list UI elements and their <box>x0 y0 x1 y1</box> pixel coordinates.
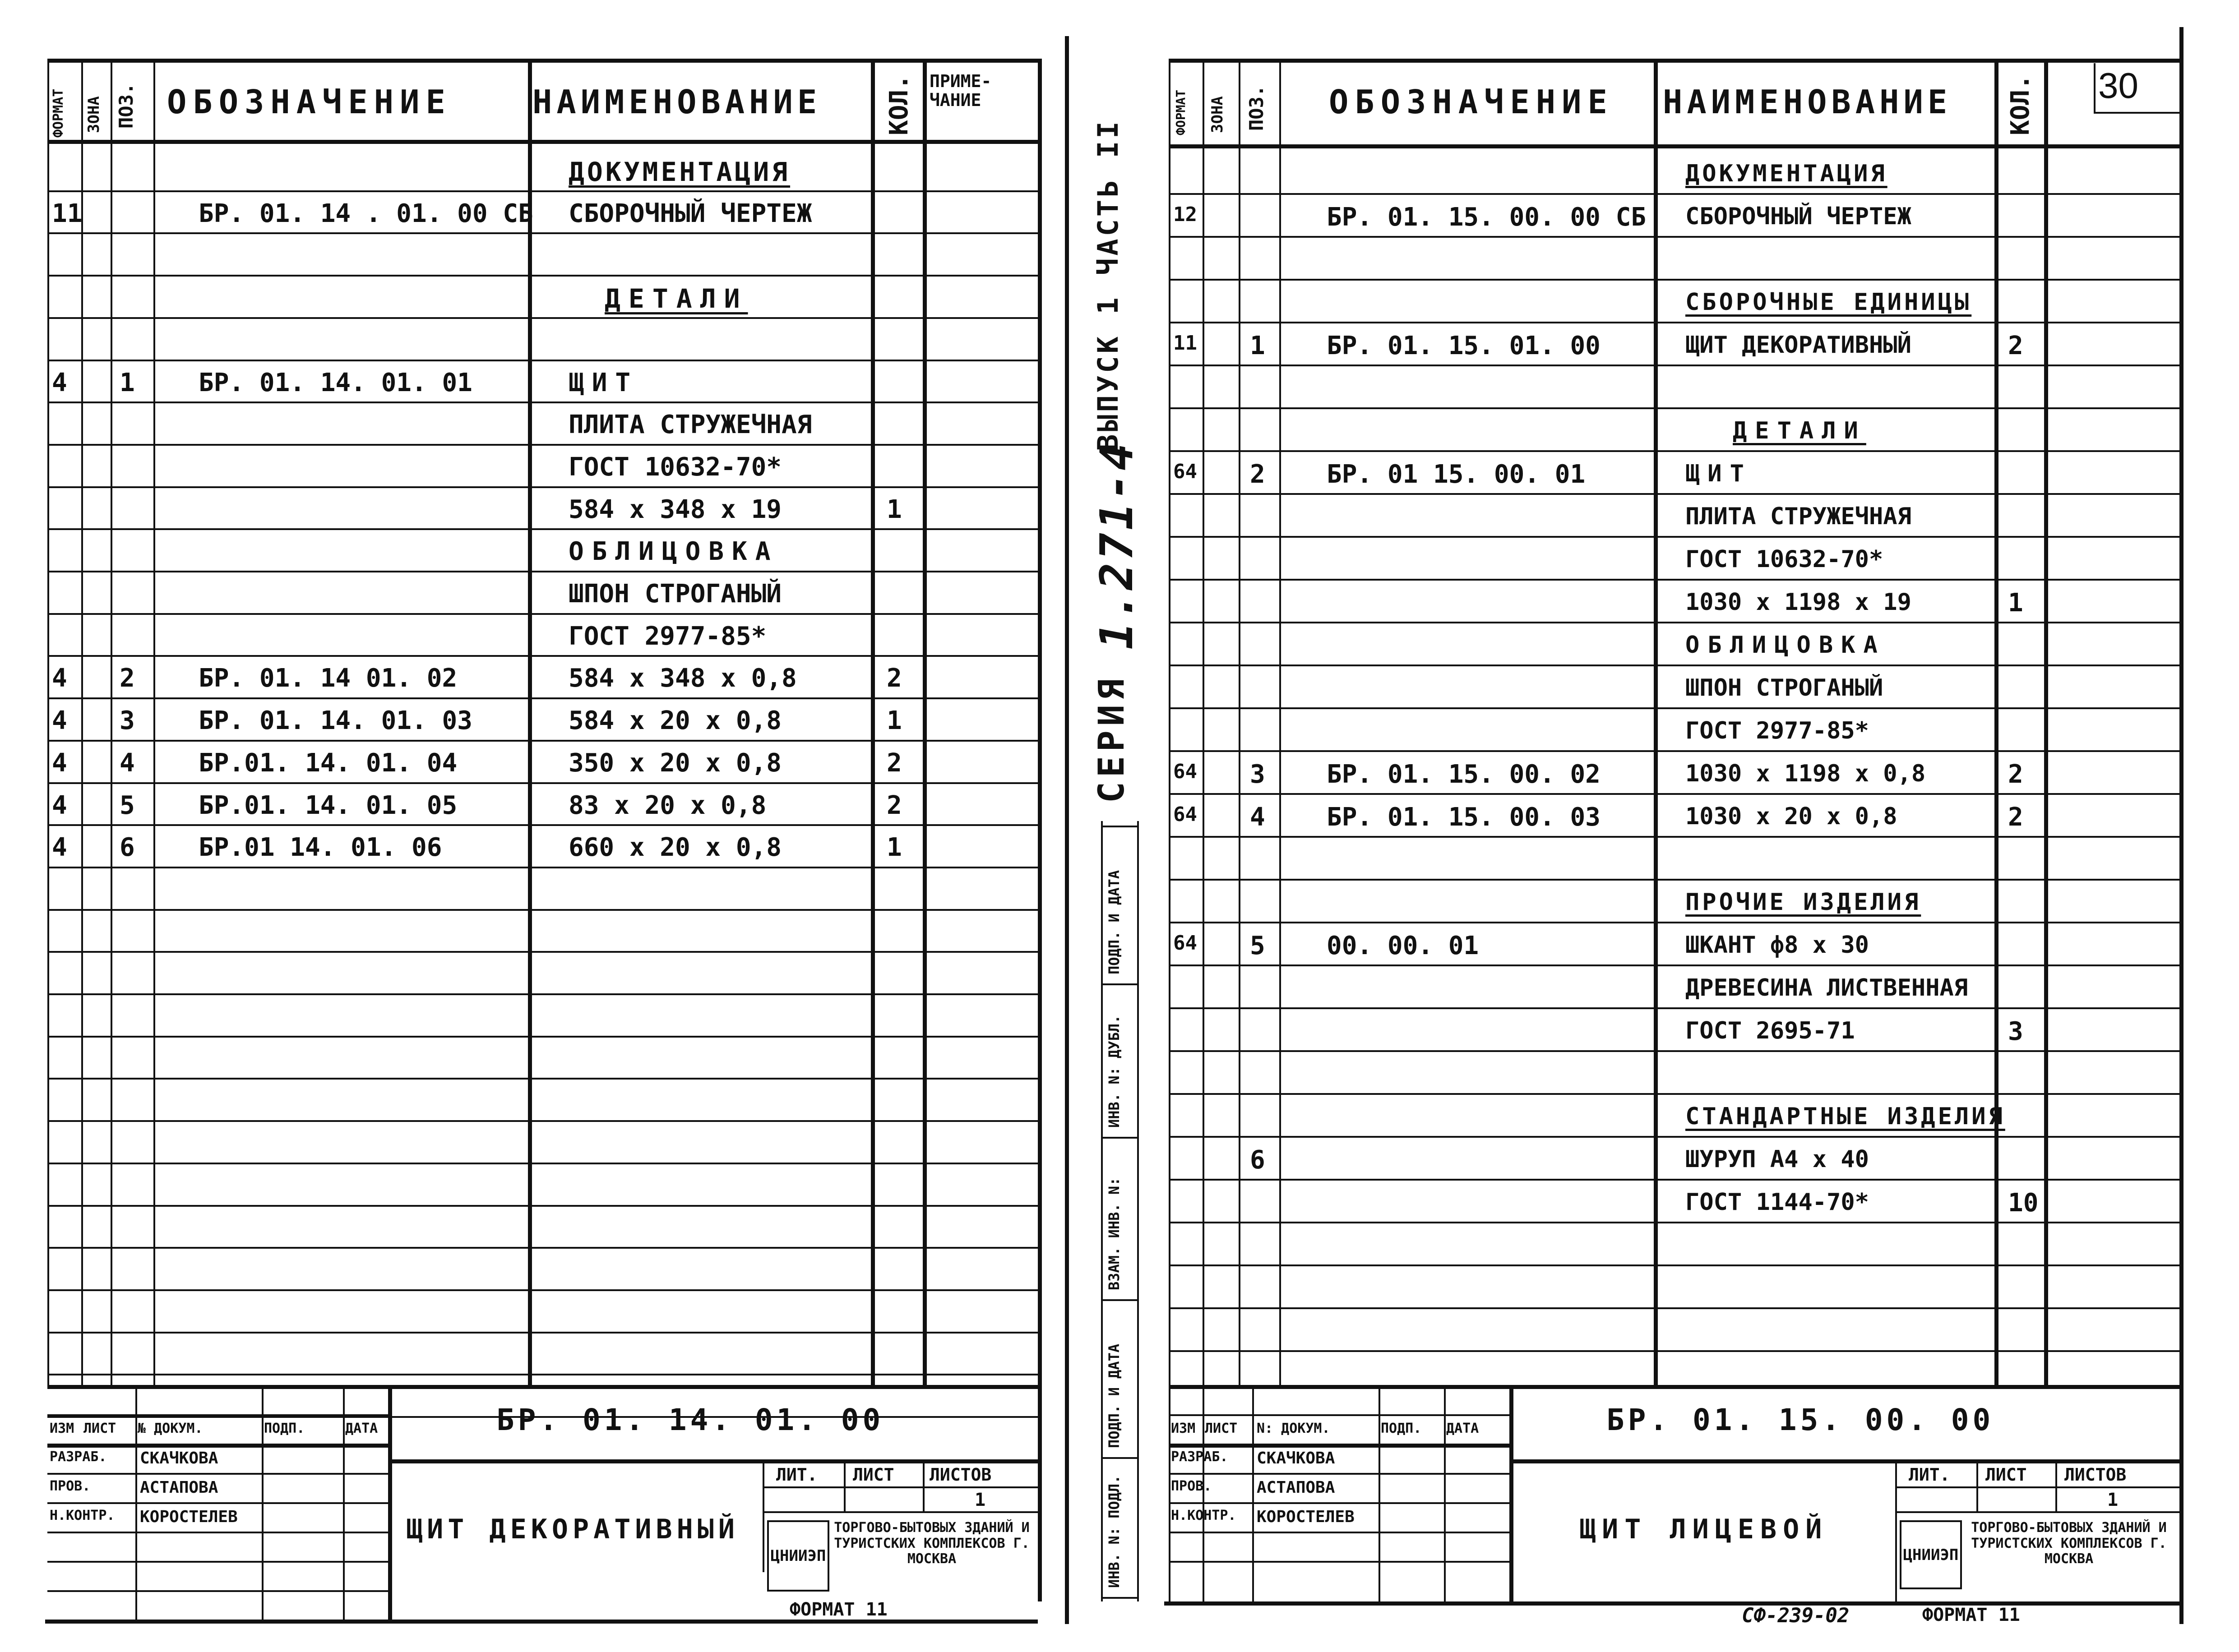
column-line <box>111 59 112 1385</box>
row-name: ГОСТ 1144-70* <box>1685 1189 1869 1216</box>
row-position: 3 <box>1250 760 1265 789</box>
row-line <box>47 444 1040 446</box>
row-line <box>47 993 1040 995</box>
row-name: ГОСТ 10632-70* <box>569 452 782 482</box>
row-line <box>1169 365 2179 366</box>
stamp-sheet: ЛИСТ <box>853 1465 894 1485</box>
row-designation: БР. 01. 14 01. 02 <box>199 664 458 693</box>
header-kol: КОЛ. <box>884 74 914 135</box>
row-name: ДОКУМЕНТАЦИЯ <box>1685 160 1887 187</box>
stamp-row <box>47 1444 388 1448</box>
row-name: 1030 х 20 х 0,8 <box>1685 803 1897 830</box>
row-name: СБОРОЧНЫЕ ЕДИНИЦЫ <box>1685 289 1972 316</box>
sidebox-sep <box>1101 983 1137 985</box>
row-name: ШПОН СТРОГАНЫЙ <box>569 579 782 609</box>
row-name: ДРЕВЕСИНА ЛИСТВЕННАЯ <box>1685 974 1968 1001</box>
header-poz: ПОЗ. <box>115 83 137 129</box>
row-line <box>1169 836 2179 838</box>
row-line <box>1169 1264 2179 1266</box>
row-qty: 3 <box>2008 1017 2023 1046</box>
stamp-izm: ИЗМ <box>1171 1421 1196 1436</box>
stamp-lit-col2 <box>844 1459 846 1511</box>
column-line <box>871 59 875 1385</box>
stamp-row <box>47 1532 388 1533</box>
side-box-label: ВЗАМ. ИНВ. N: <box>1106 1177 1123 1290</box>
row-line <box>1169 193 2179 195</box>
stamp-role: ПРОВ. <box>50 1478 91 1494</box>
series-vypusk: ВЫПУСК 1 ЧАСТЬ II <box>1092 119 1124 451</box>
column-line <box>528 59 532 1385</box>
row-line <box>47 232 1040 234</box>
frame-left <box>1169 59 1170 1601</box>
row-line <box>47 782 1040 784</box>
header-bottom-line <box>1169 144 2179 148</box>
row-position: 2 <box>1250 460 1265 489</box>
stamp-row <box>47 1502 388 1504</box>
stamp-code-bottom <box>388 1459 1038 1463</box>
row-qty: 2 <box>2008 803 2023 832</box>
row-line <box>47 1120 1040 1122</box>
row-position: 3 <box>120 706 135 736</box>
stamp-name: СКАЧКОВА <box>140 1449 218 1467</box>
stamp-role: РАЗРАБ. <box>50 1449 107 1465</box>
row-line <box>1169 279 2179 281</box>
series-label: СЕРИЯ <box>1092 674 1132 803</box>
header-naimenovanie: НАИМЕНОВАНИЕ <box>532 83 822 121</box>
row-name: 83 х 20 х 0,8 <box>569 790 767 820</box>
row-line <box>1169 1179 2179 1181</box>
stamp-role: ПРОВ. <box>1171 1478 1212 1494</box>
row-designation: 00. 00. 01 <box>1327 931 1479 960</box>
footer-code: СФ-239-02 <box>1742 1604 1850 1627</box>
row-line <box>1169 879 2179 881</box>
row-qty: 1 <box>887 706 902 736</box>
column-line <box>1203 59 1204 1385</box>
stamp-name: КОРОСТЕЛЕВ <box>1257 1508 1355 1526</box>
column-line <box>1994 59 1998 1385</box>
stamp-row <box>1169 1561 1509 1563</box>
row-qty: 1 <box>887 833 902 863</box>
row-line <box>47 528 1040 530</box>
row-designation: БР.01. 14. 01. 04 <box>199 748 458 778</box>
header-oboznachenie: ОБОЗНАЧЕНИЕ <box>1329 83 1614 121</box>
row-designation: БР. 01. 15. 00. 00 СБ <box>1327 203 1647 232</box>
stamp-divider <box>388 1385 392 1620</box>
row-line <box>1169 1136 2179 1138</box>
row-line <box>47 360 1040 361</box>
column-line <box>923 59 927 1385</box>
row-line <box>1169 664 2179 666</box>
stamp-role: Н.КОНТР. <box>50 1508 115 1523</box>
row-line <box>1169 750 2179 752</box>
stamp-sheets-value: 1 <box>2107 1490 2119 1510</box>
row-line <box>47 740 1040 742</box>
stamp-lit-row <box>763 1486 1038 1488</box>
row-designation: БР.01. 14. 01. 05 <box>199 790 458 820</box>
row-position: 6 <box>120 833 135 863</box>
frame-bottom <box>1164 1601 2179 1606</box>
stamp-lit: ЛИТ. <box>776 1465 818 1485</box>
row-name: 584 х 20 х 0,8 <box>569 706 782 736</box>
row-line <box>47 867 1040 868</box>
stamp-sheets-value: 1 <box>975 1490 986 1510</box>
stamp-list: ЛИСТ <box>83 1421 116 1436</box>
stamp-col <box>1252 1385 1254 1601</box>
row-line <box>47 401 1040 403</box>
row-line <box>47 190 1040 192</box>
row-designation: БР. 01. 15. 00. 02 <box>1327 760 1601 789</box>
row-line <box>47 1332 1040 1334</box>
row-name: ЩИТ <box>1685 460 1752 487</box>
column-line <box>1279 59 1281 1385</box>
row-qty: 10 <box>2008 1188 2039 1218</box>
stamp-sheet: ЛИСТ <box>1985 1465 2027 1485</box>
stamp-sheets: ЛИСТОВ <box>2064 1465 2127 1485</box>
sheet-divider <box>1065 36 1069 1624</box>
row-line <box>1169 1007 2179 1009</box>
row-position: 4 <box>1250 803 1265 832</box>
stamp-col <box>1379 1385 1380 1601</box>
row-name: ПЛИТА СТРУЖЕЧНАЯ <box>569 410 812 440</box>
frame-bottom <box>45 1620 1038 1624</box>
stamp-list: ЛИСТ <box>1205 1421 1238 1436</box>
row-name: ПРОЧИЕ ИЗДЕЛИЯ <box>1685 889 1921 916</box>
stamp-top <box>1169 1385 2179 1389</box>
row-name: 660 х 20 х 0,8 <box>569 833 782 863</box>
row-name: 584 х 348 х 19 <box>569 494 782 524</box>
row-format: 4 <box>52 833 67 863</box>
row-line <box>1169 622 2179 623</box>
side-box-label: ПОДП. И ДАТА <box>1106 1343 1123 1448</box>
row-designation: БР. 01 15. 00. 01 <box>1327 460 1586 489</box>
row-format: 64 <box>1173 803 1197 826</box>
row-line <box>47 1078 1040 1080</box>
stamp-row <box>1169 1502 1509 1504</box>
row-line <box>1169 322 2179 323</box>
column-line <box>1239 59 1240 1385</box>
sidebox-sep <box>1101 1299 1137 1301</box>
header-format: ФОРМАТ <box>1173 89 1188 135</box>
stamp-role: РАЗРАБ. <box>1171 1449 1228 1465</box>
row-position: 4 <box>120 748 135 778</box>
header-zona: ЗОНА <box>85 96 103 133</box>
frame-right <box>1038 59 1042 1601</box>
row-designation: БР. 01. 14 . 01. 00 СБ <box>199 198 533 228</box>
row-line <box>1169 793 2179 795</box>
header-format: ФОРМАТ <box>51 88 66 138</box>
row-name: 350 х 20 х 0,8 <box>569 748 782 778</box>
row-line <box>1169 922 2179 923</box>
stamp-lit-row <box>1895 1486 2179 1488</box>
row-format: 4 <box>52 706 67 736</box>
row-name: СБОРОЧНЫЙ ЧЕРТЕЖ <box>1685 203 1911 230</box>
stamp-lit: ЛИТ. <box>1909 1465 1950 1485</box>
row-line <box>47 1205 1040 1207</box>
row-line <box>1169 1222 2179 1223</box>
row-format: 12 <box>1173 203 1197 226</box>
column-line <box>2044 59 2048 1385</box>
frame-top <box>47 59 1038 63</box>
row-line <box>47 571 1040 572</box>
row-position: 2 <box>120 664 135 693</box>
page-no-box <box>2094 112 2179 114</box>
stamp-role: Н.КОНТР. <box>1171 1508 1236 1523</box>
row-format: 4 <box>52 790 67 820</box>
row-position: 5 <box>1250 931 1265 960</box>
stamp-code-bottom <box>1509 1459 2179 1463</box>
row-designation: БР. 01. 15. 00. 03 <box>1327 803 1601 832</box>
row-qty: 2 <box>887 790 902 820</box>
stamp-row <box>47 1590 388 1592</box>
row-line <box>47 1374 1040 1375</box>
stamp-org: ТОРГОВО-БЫТОВЫХ ЗДАНИЙ И ТУРИСТСКИХ КОМПЛЕКСОВ Г. МОСКВА <box>834 1520 1030 1567</box>
sidebox-sep <box>1101 1597 1137 1599</box>
row-line <box>1169 536 2179 538</box>
stamp-name: СКАЧКОВА <box>1257 1449 1335 1467</box>
stamp-row <box>47 1473 388 1475</box>
stamp-code: БР. 01. 14. 01. 00 <box>496 1403 884 1437</box>
row-name: 1030 х 1198 х 19 <box>1685 589 1911 616</box>
row-format: 11 <box>1173 332 1197 355</box>
row-designation: БР. 01. 14. 01. 03 <box>199 706 472 736</box>
stamp-lit-col2 <box>1976 1459 1978 1511</box>
sidebox-line <box>1101 821 1103 1601</box>
side-box-label: ПОДП. И ДАТА <box>1106 870 1123 974</box>
stamp-izm: ИЗМ <box>50 1421 74 1436</box>
series-code: 1.271-4 <box>1090 440 1143 650</box>
format-label: ФОРМАТ 11 <box>790 1599 888 1620</box>
row-designation: БР. 01. 14. 01. 01 <box>199 368 472 397</box>
column-line <box>81 59 83 1385</box>
row-line <box>47 1247 1040 1249</box>
stamp-data: ДАТА <box>1446 1421 1479 1436</box>
row-name: ШПОН СТРОГАНЫЙ <box>1685 674 1883 701</box>
row-format: 64 <box>1173 932 1197 955</box>
frame-right <box>2179 27 2183 1624</box>
stamp-col <box>1444 1385 1446 1601</box>
header-kol: КОЛ. <box>2006 74 2035 135</box>
stamp-lit-col <box>763 1459 764 1572</box>
row-qty: 2 <box>887 664 902 693</box>
row-line <box>1169 1093 2179 1095</box>
stamp-sheets: ЛИСТОВ <box>930 1465 992 1485</box>
stamp-lit-col3 <box>923 1459 925 1511</box>
row-position: 6 <box>1250 1145 1265 1175</box>
stamp-lit-row2 <box>1895 1511 2179 1513</box>
row-format: 4 <box>52 748 67 778</box>
row-format: 4 <box>52 664 67 693</box>
stamp-data: ДАТА <box>345 1421 378 1436</box>
stamp-name: КОРОСТЕЛЕВ <box>140 1508 238 1526</box>
row-name: ГОСТ 10632-70* <box>1685 546 1883 573</box>
row-name: ШУРУП А4 х 40 <box>1685 1146 1869 1173</box>
page-no-box <box>2094 63 2096 113</box>
stamp-code: БР. 01. 15. 00. 00 <box>1606 1403 1994 1437</box>
row-format: 64 <box>1173 460 1197 483</box>
row-qty: 1 <box>2008 588 2023 618</box>
row-line <box>1169 1350 2179 1352</box>
stamp-row <box>47 1414 388 1416</box>
stamp-name: АСТАПОВА <box>1257 1478 1335 1497</box>
row-name: ЩИТ ДЕКОРАТИВНЫЙ <box>1685 332 1911 359</box>
row-line <box>1169 707 2179 709</box>
row-line <box>47 824 1040 826</box>
row-name: ОБЛИЦОВКА <box>569 537 779 567</box>
stamp-title: ЩИТ ЛИЦЕВОЙ <box>1579 1514 1828 1545</box>
row-name: ДЕТАЛИ <box>605 283 748 314</box>
row-line <box>47 951 1040 953</box>
sidebox-sep <box>1101 826 1137 827</box>
row-line <box>47 1163 1040 1164</box>
stamp-row <box>1169 1414 1509 1416</box>
header-naimenovanie: НАИМЕНОВАНИЕ <box>1663 83 1952 121</box>
row-format: 4 <box>52 368 67 397</box>
page-number: 30 <box>2098 65 2138 106</box>
stamp-lit-col3 <box>2055 1459 2057 1511</box>
stamp-row <box>1169 1473 1509 1475</box>
row-name: ОБЛИЦОВКА <box>1685 632 1886 659</box>
row-line <box>47 275 1040 277</box>
row-designation: БР. 01. 15. 01. 00 <box>1327 331 1601 360</box>
row-line <box>47 1289 1040 1291</box>
row-qty: 2 <box>2008 760 2023 789</box>
row-line <box>47 655 1040 657</box>
frame-left <box>47 59 49 1385</box>
stamp-row <box>1169 1444 1509 1448</box>
column-line <box>153 59 155 1385</box>
header-poz: ПОЗ. <box>1245 85 1268 131</box>
row-line <box>47 486 1040 488</box>
format-label: ФОРМАТ 11 <box>1922 1605 2020 1625</box>
side-box-label: ИНВ. N: ДУБЛ. <box>1106 1015 1123 1128</box>
org-logo: ЦНИИЭП <box>1900 1520 1962 1589</box>
row-name: ЩИТ <box>569 368 639 397</box>
stamp-row <box>1169 1532 1509 1533</box>
header-oboznachenie: ОБОЗНАЧЕНИЕ <box>167 83 452 121</box>
row-line <box>1169 493 2179 495</box>
row-line <box>1169 236 2179 238</box>
sidebox-sep <box>1101 1457 1137 1459</box>
header-zona: ЗОНА <box>1208 96 1226 133</box>
stamp-lit-col <box>1895 1459 1897 1601</box>
row-qty: 2 <box>887 748 902 778</box>
row-qty: 1 <box>887 494 902 524</box>
row-line <box>1169 407 2179 409</box>
row-name: СТАНДАРТНЫЕ ИЗДЕЛИЯ <box>1685 1103 2005 1130</box>
side-box-label: ИНВ. N: ПОДЛ. <box>1106 1475 1123 1588</box>
stamp-lit-row2 <box>763 1511 1038 1513</box>
stamp-top <box>47 1385 1040 1389</box>
row-name: ПЛИТА СТРУЖЕЧНАЯ <box>1685 503 1911 530</box>
row-name: СБОРОЧНЫЙ ЧЕРТЕЖ <box>569 198 812 228</box>
row-position: 1 <box>1250 331 1265 360</box>
row-line <box>1169 1050 2179 1052</box>
row-format: 64 <box>1173 760 1197 783</box>
sidebox-sep <box>1101 1137 1137 1139</box>
stamp-podp: ПОДП. <box>1381 1421 1422 1436</box>
stamp-doc: N: ДОКУМ. <box>1257 1421 1330 1436</box>
row-line <box>47 909 1040 911</box>
row-line <box>47 1036 1040 1038</box>
header-primechanie: ПРИМЕ- ЧАНИЕ <box>930 71 992 110</box>
row-line <box>1169 450 2179 452</box>
row-name: ГОСТ 2695-71 <box>1685 1017 1855 1044</box>
stamp-doc: № ДОКУМ. <box>138 1421 203 1436</box>
row-name: ДЕТАЛИ <box>1733 417 1866 444</box>
row-qty: 2 <box>2008 331 2023 360</box>
row-line <box>47 317 1040 319</box>
org-logo: ЦНИИЭП <box>767 1520 829 1592</box>
row-name: ГОСТ 2977-85* <box>569 621 767 651</box>
frame-top <box>1169 59 2179 63</box>
row-line <box>1169 964 2179 966</box>
row-line <box>1169 579 2179 581</box>
row-name: 584 х 348 х 0,8 <box>569 664 797 693</box>
sidebox-line <box>1137 821 1139 1601</box>
row-position: 1 <box>120 368 135 397</box>
row-line <box>47 697 1040 699</box>
stamp-name: АСТАПОВА <box>140 1478 218 1497</box>
row-designation: БР.01 14. 01. 06 <box>199 833 442 863</box>
row-name: ШКАНТ ф8 х 30 <box>1685 932 1869 959</box>
row-line <box>47 613 1040 615</box>
header-bottom-line <box>47 140 1040 144</box>
row-name: 1030 х 1198 х 0,8 <box>1685 760 1926 787</box>
stamp-podp: ПОДП. <box>264 1421 305 1436</box>
stamp-title: ЩИТ ДЕКОРАТИВНЫЙ <box>406 1514 739 1545</box>
stamp-row <box>47 1561 388 1563</box>
stamp-org: ТОРГОВО-БЫТОВЫХ ЗДАНИЙ И ТУРИСТСКИХ КОМПЛЕКСОВ Г. МОСКВА <box>1971 1520 2167 1567</box>
row-name: ГОСТ 2977-85* <box>1685 717 1869 744</box>
row-format: 11 <box>52 198 83 228</box>
row-position: 5 <box>120 790 135 820</box>
row-name: ДОКУМЕНТАЦИЯ <box>569 157 791 187</box>
column-line <box>1654 59 1658 1385</box>
stamp-divider <box>1509 1385 1513 1601</box>
row-line <box>1169 1307 2179 1309</box>
